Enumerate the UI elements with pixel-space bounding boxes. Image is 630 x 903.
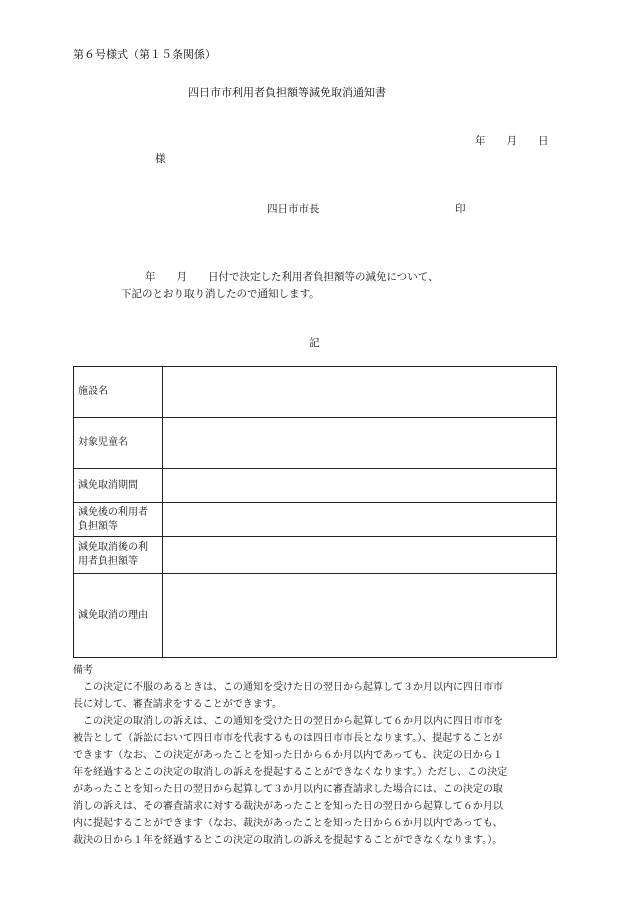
reason-label: 減免取消の理由 [74,574,163,658]
after-cancel-value [163,537,557,574]
facility-name-value [163,367,557,418]
reason-value [163,574,557,658]
table-row [74,469,557,503]
table-row [74,367,557,418]
table-row [74,574,557,658]
notes-heading: 備考 [73,665,93,676]
table-row [74,503,557,537]
after-reduction-label: 減免後の利用者 負担額等 [74,503,163,537]
facility-name-label: 施設名 [74,367,163,418]
body-line-2: 下記のとおり取り消したので通知します。 [121,288,320,300]
addressee-suffix: 様 [155,153,166,165]
document-title: 四日市市利用者負担額等減免取消通知書 [188,86,386,99]
child-name-label: 対象児童名 [74,418,163,469]
after-reduction-value [163,503,557,537]
table-row [74,537,557,574]
table-row [74,418,557,469]
ki-heading: 記 [309,337,320,349]
cancel-period-value [163,469,557,503]
notes-section [73,662,557,849]
body-line-1: 年 月 日付で決定した利用者負担額等の減免について、 [145,271,439,283]
form-number: 第６号様式（第１５条関係） [73,48,216,61]
detail-table [73,366,557,658]
notes-paragraph-2: この決定の取消しの訴えは、この通知を受けた日の翌日から起算して６か月以内に四日市市を 被告として（訴訟において四日市市を代表するものは四日市市長となります。）、提起することが できます（なお、この決定があったことを知った日から６か月以内であっても、決定の日から１ 年を経過するとこの決定の取消しの訴えを提起することができなくなります。）ただし、この決定 があったことを知った日の翌日から起算して３か月以内に審査請求した場合には、この決定の取 消しの訴えは、その審査請求に対する裁決があったことを知った日の翌日から起算して６か月以 内に提起することができます（なお、裁決があったことを知った日から６か月以内であっても、 裁決の日から１年を経過するとこの決定の取消しの訴えを提起することができなくなります。）。 [73,716,508,846]
after-cancel-label: 減免取消後の利 用者負担額等 [74,537,163,574]
seal-mark: 印 [455,203,466,215]
child-name-value [163,418,557,469]
notes-paragraph-1: この決定に不服のあるときは、この通知を受けた日の翌日から起算して３か月以内に四日市市 長に対して、審査請求をすることができます。 [73,682,503,710]
cancel-period-label: 減免取消期間 [74,469,163,503]
date-line: 年 月 日 [475,135,549,147]
issuer-name: 四日市市長 [267,203,320,215]
